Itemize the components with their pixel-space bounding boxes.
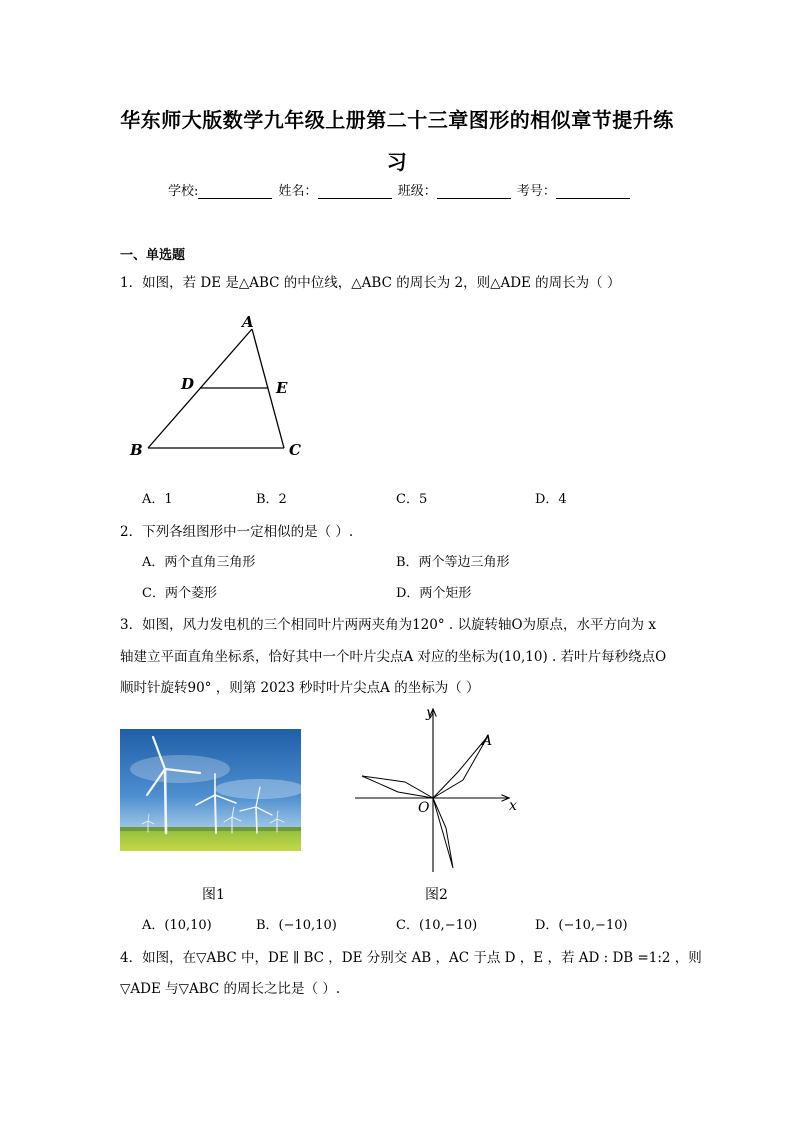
document-title-line1: 华东师大版数学九年级上册第二十三章图形的相似章节提升练 xyxy=(120,108,674,132)
q2-option-a[interactable]: A．两个直角三角形 xyxy=(142,555,256,570)
student-info-row xyxy=(168,180,632,199)
q2-option-b[interactable]: B．两个等边三角形 xyxy=(396,555,510,570)
school-blank[interactable] xyxy=(198,186,272,199)
blade-a xyxy=(433,736,488,798)
question-3-line2: 轴建立平面直角坐标系，恰好其中一个叶片尖点A 对应的坐标为(10,10) . 若叶片每秒绕点O xyxy=(120,649,667,665)
label-point-a: A xyxy=(482,733,493,749)
school-label: 学校: xyxy=(168,184,199,199)
question-3-line1: 3．如图，风力发电机的三个相同叶片两两夹角为120° . 以旋转轴O为原点，水平方向为 x xyxy=(120,617,656,633)
q3-option-d[interactable]: D．(−10,−10) xyxy=(535,918,628,933)
label-a: A xyxy=(242,313,254,331)
figure-2-caption: 图2 xyxy=(425,887,448,903)
q3-option-b[interactable]: B．(−10,10) xyxy=(256,918,337,933)
q3-coordinate-figure xyxy=(350,700,530,880)
figure-1-caption: 图1 xyxy=(202,887,225,903)
q2-option-c[interactable]: C．两个菱形 xyxy=(142,586,217,601)
label-b: B xyxy=(130,441,143,459)
section-heading: 一、单选题 xyxy=(120,248,186,263)
blade-left xyxy=(362,776,433,798)
q1-triangle-figure xyxy=(120,310,320,470)
name-blank[interactable] xyxy=(318,186,392,199)
question-4-line1: 4．如图，在▽ABC 中，DE ∥ BC ，DE 分别交 AB ，AC 于点 D ，E ，若 AD : DB =1:2 ，则 xyxy=(120,950,702,966)
question-2-stem: 2．下列各组图形中一定相似的是（ ）. xyxy=(120,524,354,540)
question-4-line2: ▽ADE 与▽ABC 的周长之比是（ ）. xyxy=(120,981,341,997)
exam-no-blank[interactable] xyxy=(556,186,630,199)
q3-option-a[interactable]: A．(10,10) xyxy=(142,918,212,933)
class-blank[interactable] xyxy=(437,186,511,199)
label-c: C xyxy=(289,441,301,459)
class-label: 班级： xyxy=(397,184,437,199)
document-title-line2: 习 xyxy=(386,150,408,174)
q1-option-a[interactable]: A．1 xyxy=(142,492,173,507)
q1-option-d[interactable]: D．4 xyxy=(535,492,567,507)
label-d: D xyxy=(181,375,195,393)
question-1-stem: 1．如图，若 DE 是△ABC 的中位线，△ABC 的周长为 2，则△ADE 的周长为（ ） xyxy=(120,275,621,291)
wind-turbine-photo xyxy=(120,729,301,851)
exam-no-label: 考号： xyxy=(516,184,556,199)
q1-option-c[interactable]: C．5 xyxy=(396,492,428,507)
label-origin: O xyxy=(418,800,430,816)
blade-down xyxy=(433,798,453,868)
label-y: y xyxy=(426,705,434,721)
label-e: E xyxy=(276,379,288,397)
q1-option-b[interactable]: B．2 xyxy=(256,492,287,507)
q2-option-d[interactable]: D．两个矩形 xyxy=(396,586,472,601)
q3-option-c[interactable]: C．(10,−10) xyxy=(396,918,478,933)
label-x: x xyxy=(509,798,517,814)
question-3-line3: 顺时针旋转90° ，则第 2023 秒时叶片尖点A 的坐标为（ ） xyxy=(120,680,480,696)
name-label: 姓名： xyxy=(278,184,318,199)
